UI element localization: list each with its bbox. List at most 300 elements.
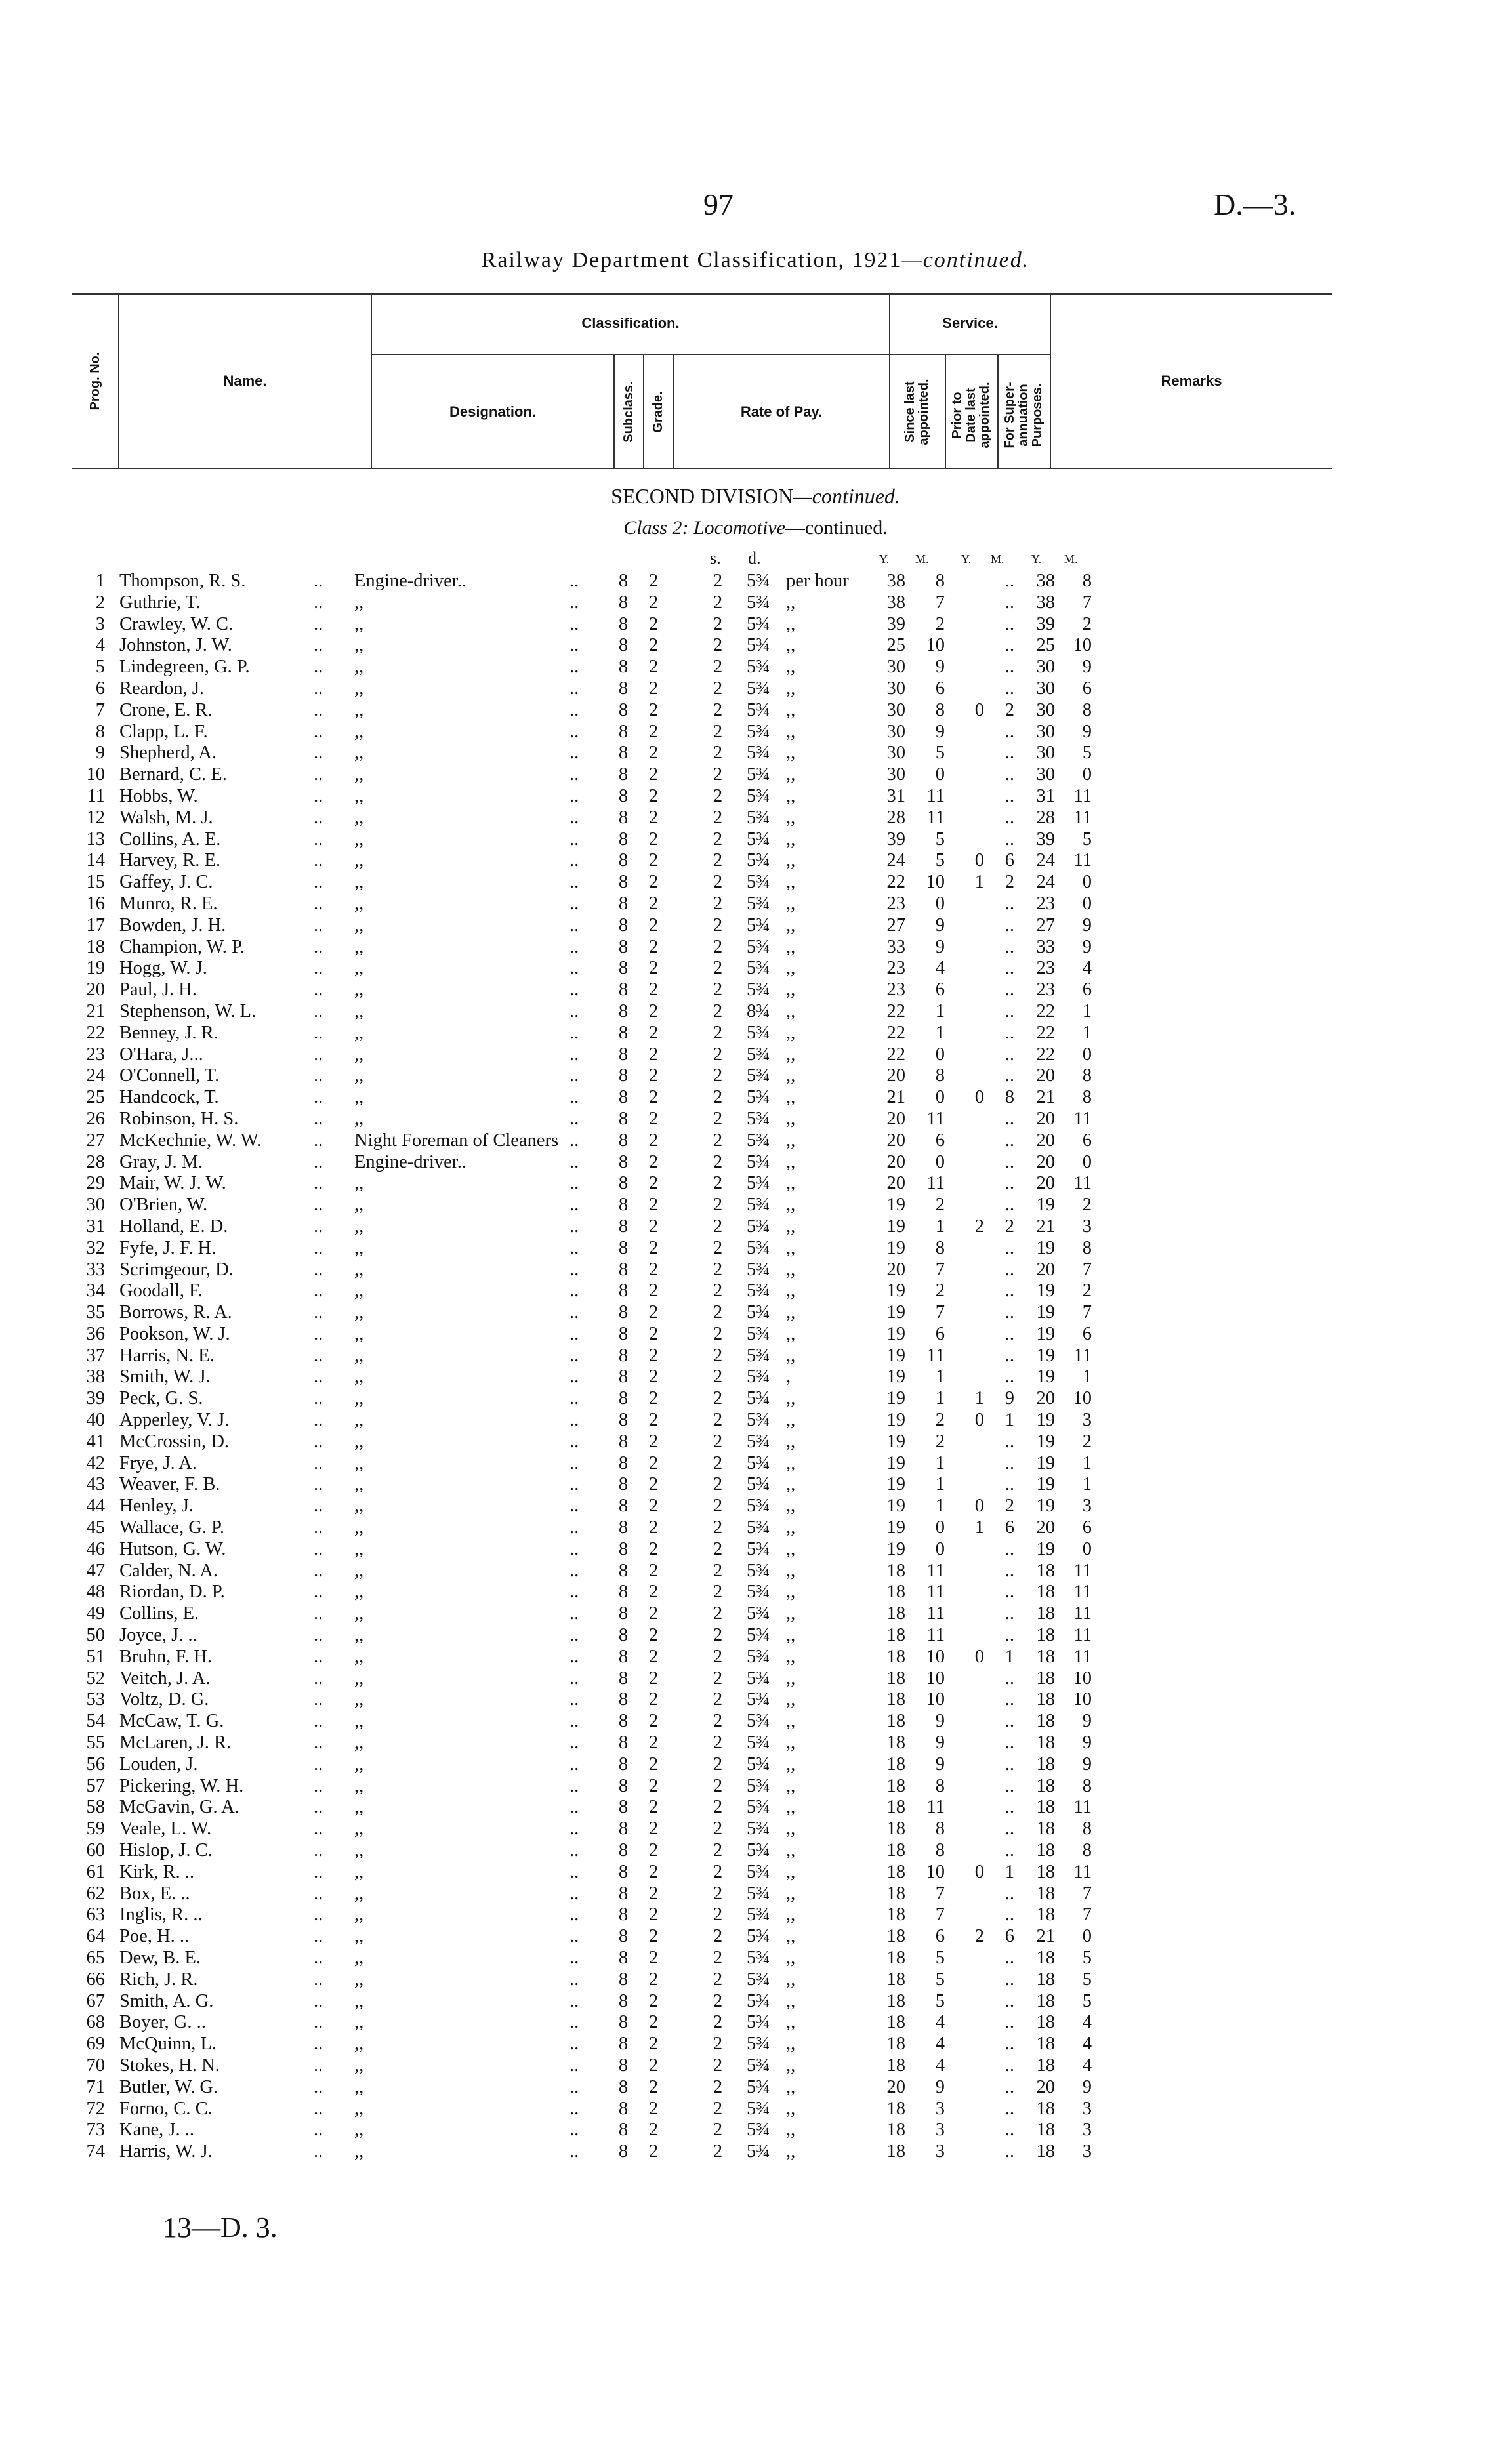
pay-pence: 5¾	[747, 1496, 770, 1517]
prior-months: ..	[1004, 1969, 1014, 1990]
since-years: 18	[886, 1904, 905, 1925]
super-months: 9	[1082, 936, 1092, 957]
prior-years: 1	[974, 872, 984, 893]
leader-dots: ..	[314, 635, 323, 656]
pay-shillings: 2	[713, 2120, 723, 2141]
super-years: 39	[1036, 613, 1055, 634]
since-months: 9	[935, 914, 945, 935]
pay-pence: 5¾	[747, 1130, 770, 1151]
super-months: 6	[1082, 1517, 1092, 1538]
pay-pence: 5¾	[747, 807, 770, 828]
header-subrule	[889, 354, 1050, 355]
employee-name: Louden, J.	[119, 1754, 198, 1775]
since-years: 20	[886, 1108, 905, 1129]
designation: ,,	[354, 1775, 364, 1796]
prog-number: 41	[86, 1431, 105, 1452]
leader-dots: ..	[314, 785, 323, 806]
employee-name: Dew, B. E.	[119, 1948, 201, 1968]
designation: ,,	[354, 2012, 364, 2033]
since-years: 18	[886, 1797, 905, 1818]
employee-name: Bruhn, F. H.	[119, 1646, 213, 1667]
pay-unit: ,,	[786, 807, 796, 828]
pay-shillings: 2	[713, 1388, 723, 1409]
prior-months: ..	[1004, 936, 1014, 957]
super-years: 18	[1036, 1646, 1055, 1667]
pay-pence: 5¾	[747, 1904, 770, 1925]
designation: ,,	[354, 1582, 364, 1603]
prog-number: 74	[86, 2141, 105, 2162]
employee-name: Crawley, W. C.	[119, 613, 234, 634]
super-years: 19	[1036, 1366, 1055, 1387]
prior-months: ..	[1004, 1431, 1014, 1452]
employee-name: Scrimgeour, D.	[119, 1259, 234, 1280]
leader-dots: ..	[314, 1904, 323, 1925]
pay-shillings: 2	[713, 1000, 723, 1021]
subclass: 8	[618, 1689, 629, 1710]
grade: 2	[648, 1818, 659, 1839]
designation: ,,	[354, 829, 364, 850]
prior-years: 0	[974, 699, 984, 720]
leader-dots: ..	[314, 1345, 323, 1366]
leader-dots: ..	[314, 1216, 323, 1237]
prog-number: 36	[86, 1323, 105, 1344]
employee-name: Hogg, W. J.	[119, 958, 207, 979]
prog-number: 42	[86, 1452, 105, 1473]
prior-months: ..	[1004, 2120, 1014, 2141]
title-text: Railway Department Classification, 1921	[481, 248, 902, 272]
header-rate-of-pay: Rate of Pay.	[740, 403, 823, 420]
super-months: 10	[1073, 1388, 1092, 1409]
employee-name: Handcock, T.	[119, 1087, 219, 1108]
since-years: 19	[886, 1195, 905, 1216]
leader-dots: ..	[314, 872, 323, 893]
since-years: 39	[886, 613, 905, 634]
super-years: 31	[1036, 785, 1055, 806]
super-years: 18	[1036, 1775, 1055, 1796]
since-years: 23	[886, 979, 905, 1000]
pay-pence: 5¾	[747, 657, 770, 678]
pay-unit: ,,	[786, 914, 796, 935]
super-years: 39	[1036, 829, 1055, 850]
since-months: 3	[935, 2120, 945, 2141]
since-months: 8	[935, 571, 945, 591]
leader-dots: ..	[569, 1948, 579, 1968]
since-months: 9	[935, 1754, 945, 1775]
super-years: 18	[1036, 1861, 1055, 1882]
pay-unit: ,,	[786, 1388, 796, 1409]
grade: 2	[648, 893, 659, 914]
prog-number: 26	[86, 1108, 105, 1129]
prior-months: 2	[1004, 1496, 1014, 1517]
leader-dots: ..	[314, 1022, 323, 1043]
since-years: 18	[886, 1560, 905, 1581]
prior-months: ..	[1004, 1366, 1014, 1387]
prior-months: ..	[1004, 657, 1014, 678]
prior-months: ..	[1004, 1797, 1014, 1818]
designation: ,,	[354, 1323, 364, 1344]
employee-name: Goodall, F.	[119, 1281, 203, 1302]
pay-shillings: 2	[713, 592, 723, 613]
prior-months: 1	[1004, 1646, 1014, 1667]
prog-number: 7	[95, 699, 105, 720]
table-row	[0, 1904, 1511, 1926]
since-months: 1	[935, 1022, 945, 1043]
leader-dots: ..	[314, 1754, 323, 1775]
header-grade: Grade.	[650, 391, 665, 433]
designation: ,,	[354, 1797, 364, 1818]
table-row	[0, 743, 1511, 764]
employee-name: Veitch, J. A.	[119, 1668, 211, 1689]
title-continued: —continued.	[901, 248, 1030, 272]
employee-name: McKechnie, W. W.	[119, 1130, 262, 1151]
subclass: 8	[618, 1345, 629, 1366]
leader-dots: ..	[569, 2141, 579, 2162]
table-row	[0, 1044, 1511, 1066]
subclass: 8	[618, 1797, 629, 1818]
pay-unit: ,,	[786, 1302, 796, 1323]
designation: Engine-driver..	[354, 1151, 466, 1172]
table-row	[0, 2077, 1511, 2099]
grade: 2	[648, 1861, 659, 1882]
super-months: 11	[1073, 807, 1092, 828]
employee-name: Boyer, G. ..	[119, 2012, 206, 2033]
super-months: 8	[1082, 1818, 1092, 1839]
super-years: 22	[1036, 1000, 1055, 1021]
table-row	[0, 1109, 1511, 1130]
designation: ,,	[354, 2076, 364, 2097]
super-years: 23	[1036, 979, 1055, 1000]
leader-dots: ..	[569, 1646, 579, 1667]
designation: ,,	[354, 1474, 364, 1495]
pay-shillings: 2	[713, 1323, 723, 1344]
since-years: 19	[886, 1345, 905, 1366]
pay-shillings: 2	[713, 1022, 723, 1043]
pay-shillings: 2	[713, 829, 723, 850]
pay-shillings: 2	[713, 1195, 723, 1216]
prior-months: ..	[1004, 1818, 1014, 1839]
subclass: 8	[618, 1022, 629, 1043]
subclass: 8	[618, 936, 629, 957]
pay-pence: 5¾	[747, 571, 770, 591]
since-years: 19	[886, 1323, 905, 1344]
header-divider	[945, 354, 946, 469]
prog-number: 11	[87, 785, 105, 806]
leader-dots: ..	[569, 1969, 579, 1990]
prior-months: 8	[1004, 1087, 1014, 1108]
leader-dots: ..	[569, 1603, 579, 1624]
leader-dots: ..	[314, 1044, 323, 1065]
prog-number: 37	[86, 1345, 105, 1366]
grade: 2	[648, 2141, 659, 2162]
employee-name: Crone, E. R.	[119, 699, 213, 720]
leader-dots: ..	[314, 1366, 323, 1387]
leader-dots: ..	[314, 699, 323, 720]
since-months: 11	[926, 1173, 945, 1194]
prog-number: 2	[95, 592, 105, 613]
leader-dots: ..	[314, 1861, 323, 1882]
since-months: 10	[926, 1668, 945, 1689]
prior-months: ..	[1004, 1711, 1014, 1732]
subclass: 8	[618, 743, 629, 764]
leader-dots: ..	[314, 1668, 323, 1689]
prior-months: ..	[1004, 1668, 1014, 1689]
pay-unit: ,,	[786, 1861, 796, 1882]
employee-name: Borrows, R. A.	[119, 1302, 232, 1323]
pay-unit: ,,	[786, 1173, 796, 1194]
subclass: 8	[618, 1538, 629, 1559]
prog-number: 25	[86, 1087, 105, 1108]
grade: 2	[648, 1754, 659, 1775]
leader-dots: ..	[314, 592, 323, 613]
pay-shillings: 2	[713, 571, 723, 591]
since-years: 31	[886, 785, 905, 806]
table-row	[0, 808, 1511, 829]
employee-name: Forno, C. C.	[119, 2098, 213, 2119]
since-months: 7	[935, 1302, 945, 1323]
header-superannuation: For Super- annuation Purposes.	[1002, 382, 1045, 449]
pay-shillings: 2	[713, 1754, 723, 1775]
designation: ,,	[354, 1668, 364, 1689]
since-years: 18	[886, 1883, 905, 1904]
prog-number: 54	[86, 1711, 105, 1732]
employee-name: Thompson, R. S.	[119, 571, 246, 591]
super-months: 3	[1082, 1410, 1092, 1431]
table-row	[0, 1345, 1511, 1367]
grade: 2	[648, 1474, 659, 1495]
pay-unit: ,,	[786, 635, 796, 656]
pay-unit: ,,	[786, 1000, 796, 1021]
grade: 2	[648, 1990, 659, 2011]
table-row	[0, 1733, 1511, 1754]
leader-dots: ..	[314, 2141, 323, 2162]
table-row	[0, 1260, 1511, 1281]
employee-name: McLaren, J. R.	[119, 1733, 232, 1754]
since-years: 18	[886, 1582, 905, 1603]
prog-number: 22	[86, 1022, 105, 1043]
prior-months: ..	[1004, 1840, 1014, 1861]
employee-name: Benney, J. R.	[119, 1022, 218, 1043]
prog-number: 33	[86, 1259, 105, 1280]
subclass: 8	[618, 1323, 629, 1344]
pay-unit: ,,	[786, 979, 796, 1000]
table-row	[0, 1711, 1511, 1733]
pay-unit: ,,	[786, 1775, 796, 1796]
super-years: 18	[1036, 1904, 1055, 1925]
since-months: 2	[935, 1281, 945, 1302]
designation: ,,	[354, 1259, 364, 1280]
class-name: Locomotive	[693, 517, 785, 539]
grade: 2	[648, 1904, 659, 1925]
pay-pence: 5¾	[747, 613, 770, 634]
prior-months: ..	[1004, 613, 1014, 634]
pay-shillings: 2	[713, 743, 723, 764]
pay-unit: ,,	[786, 678, 796, 699]
subclass: 8	[618, 850, 629, 871]
employee-name: Guthrie, T.	[119, 592, 201, 613]
since-months: 10	[926, 872, 945, 893]
super-months: 1	[1082, 1452, 1092, 1473]
prior-months: ..	[1004, 1195, 1014, 1216]
since-months: 1	[935, 1000, 945, 1021]
grade: 2	[648, 1151, 659, 1172]
subclass: 8	[618, 1108, 629, 1129]
designation: ,,	[354, 1108, 364, 1129]
prog-number: 58	[86, 1797, 105, 1818]
leader-dots: ..	[314, 914, 323, 935]
table-row	[0, 1539, 1511, 1561]
super-years: 30	[1036, 743, 1055, 764]
since-months: 4	[935, 2034, 945, 2055]
pay-unit: ,,	[786, 936, 796, 957]
since-months: 1	[935, 1474, 945, 1495]
prior-months: ..	[1004, 1582, 1014, 1603]
super-years: 30	[1036, 657, 1055, 678]
designation: ,,	[354, 850, 364, 871]
units-row	[0, 548, 1511, 572]
subclass: 8	[618, 1560, 629, 1581]
leader-dots: ..	[569, 785, 579, 806]
since-years: 18	[886, 1711, 905, 1732]
super-months: 4	[1082, 2055, 1092, 2076]
pay-unit: ,,	[786, 958, 796, 979]
unit-months: M.	[991, 552, 1004, 565]
super-years: 23	[1036, 958, 1055, 979]
since-months: 11	[926, 1797, 945, 1818]
employee-name: Walsh, M. J.	[119, 807, 213, 828]
since-months: 2	[935, 1410, 945, 1431]
designation: ,,	[354, 1840, 364, 1861]
subclass: 8	[618, 2076, 629, 2097]
employee-name: Joyce, J. ..	[119, 1625, 197, 1646]
leader-dots: ..	[314, 1452, 323, 1473]
super-years: 18	[1036, 1948, 1055, 1968]
prior-months: ..	[1004, 1560, 1014, 1581]
super-years: 20	[1036, 1259, 1055, 1280]
since-months: 8	[935, 1818, 945, 1839]
grade: 2	[648, 979, 659, 1000]
pay-pence: 5¾	[747, 743, 770, 764]
unit-months: M.	[915, 552, 929, 565]
subclass: 8	[618, 829, 629, 850]
since-months: 9	[935, 2076, 945, 2097]
subclass: 8	[618, 1044, 629, 1065]
since-months: 8	[935, 1775, 945, 1796]
pay-pence: 5¾	[747, 2141, 770, 2162]
employee-name: McCrossin, D.	[119, 1431, 230, 1452]
prog-number: 29	[86, 1173, 105, 1194]
pay-unit: ,,	[786, 613, 796, 634]
pay-unit: ,,	[786, 1323, 796, 1344]
designation: ,,	[354, 1969, 364, 1990]
header-divider	[643, 354, 644, 469]
pay-unit: ,,	[786, 1625, 796, 1646]
pay-pence: 5¾	[747, 1281, 770, 1302]
table-row	[0, 592, 1511, 614]
prog-number: 6	[95, 678, 105, 699]
leader-dots: ..	[569, 1797, 579, 1818]
super-months: 5	[1082, 1969, 1092, 1990]
pay-pence: 5¾	[747, 1818, 770, 1839]
super-months: 4	[1082, 2012, 1092, 2033]
prog-number: 20	[86, 979, 105, 1000]
pay-shillings: 2	[713, 2012, 723, 2033]
leader-dots: ..	[569, 1861, 579, 1882]
prog-number: 49	[86, 1603, 105, 1624]
prog-number: 4	[95, 635, 105, 656]
designation: ,,	[354, 1195, 364, 1216]
prog-number: 13	[86, 829, 105, 850]
subclass: 8	[618, 1302, 629, 1323]
grade: 2	[648, 1926, 659, 1947]
leader-dots: ..	[569, 1259, 579, 1280]
table-row	[0, 1496, 1511, 1517]
super-years: 24	[1036, 850, 1055, 871]
since-years: 18	[886, 1948, 905, 1968]
leader-dots: ..	[569, 1689, 579, 1710]
subclass: 8	[618, 807, 629, 828]
since-months: 6	[935, 1926, 945, 1947]
since-years: 39	[886, 829, 905, 850]
since-months: 4	[935, 2055, 945, 2076]
grade: 2	[648, 1883, 659, 1904]
super-months: 3	[1082, 1496, 1092, 1517]
prog-number: 44	[86, 1496, 105, 1517]
table-row	[0, 614, 1511, 636]
pay-shillings: 2	[713, 1151, 723, 1172]
super-years: 18	[1036, 1625, 1055, 1646]
leader-dots: ..	[569, 1323, 579, 1344]
pay-pence: 5¾	[747, 850, 770, 871]
leader-dots: ..	[314, 571, 323, 591]
designation: ,,	[354, 613, 364, 634]
subclass: 8	[618, 721, 629, 742]
super-months: 11	[1073, 1861, 1092, 1882]
since-years: 19	[886, 1496, 905, 1517]
pay-pence: 5¾	[747, 2055, 770, 2076]
super-years: 19	[1036, 1431, 1055, 1452]
employee-name: Poe, H. ..	[119, 1926, 190, 1947]
table-row	[0, 2034, 1511, 2055]
leader-dots: ..	[569, 1733, 579, 1754]
prog-number: 69	[86, 2034, 105, 2055]
since-years: 20	[886, 1151, 905, 1172]
since-months: 1	[935, 1216, 945, 1237]
table-row	[0, 2012, 1511, 2034]
designation: ,,	[354, 1366, 364, 1387]
pay-unit: ,,	[786, 1990, 796, 2011]
division-suffix: —continued.	[793, 484, 900, 508]
designation: ,,	[354, 1281, 364, 1302]
pay-pence: 5¾	[747, 1603, 770, 1624]
since-months: 7	[935, 592, 945, 613]
since-months: 7	[935, 1883, 945, 1904]
super-years: 18	[1036, 1990, 1055, 2011]
designation: ,,	[354, 1560, 364, 1581]
leader-dots: ..	[314, 2055, 323, 2076]
designation: ,,	[354, 743, 364, 764]
super-months: 3	[1082, 2120, 1092, 2141]
pay-shillings: 2	[713, 635, 723, 656]
pay-pence: 5¾	[747, 1452, 770, 1473]
leader-dots: ..	[314, 1926, 323, 1947]
leader-dots: ..	[314, 1969, 323, 1990]
table-row	[0, 678, 1511, 700]
prior-months: ..	[1004, 635, 1014, 656]
pay-pence: 5¾	[747, 958, 770, 979]
super-months: 6	[1082, 1130, 1092, 1151]
grade: 2	[648, 2034, 659, 2055]
employee-name: Harvey, R. E.	[119, 850, 221, 871]
